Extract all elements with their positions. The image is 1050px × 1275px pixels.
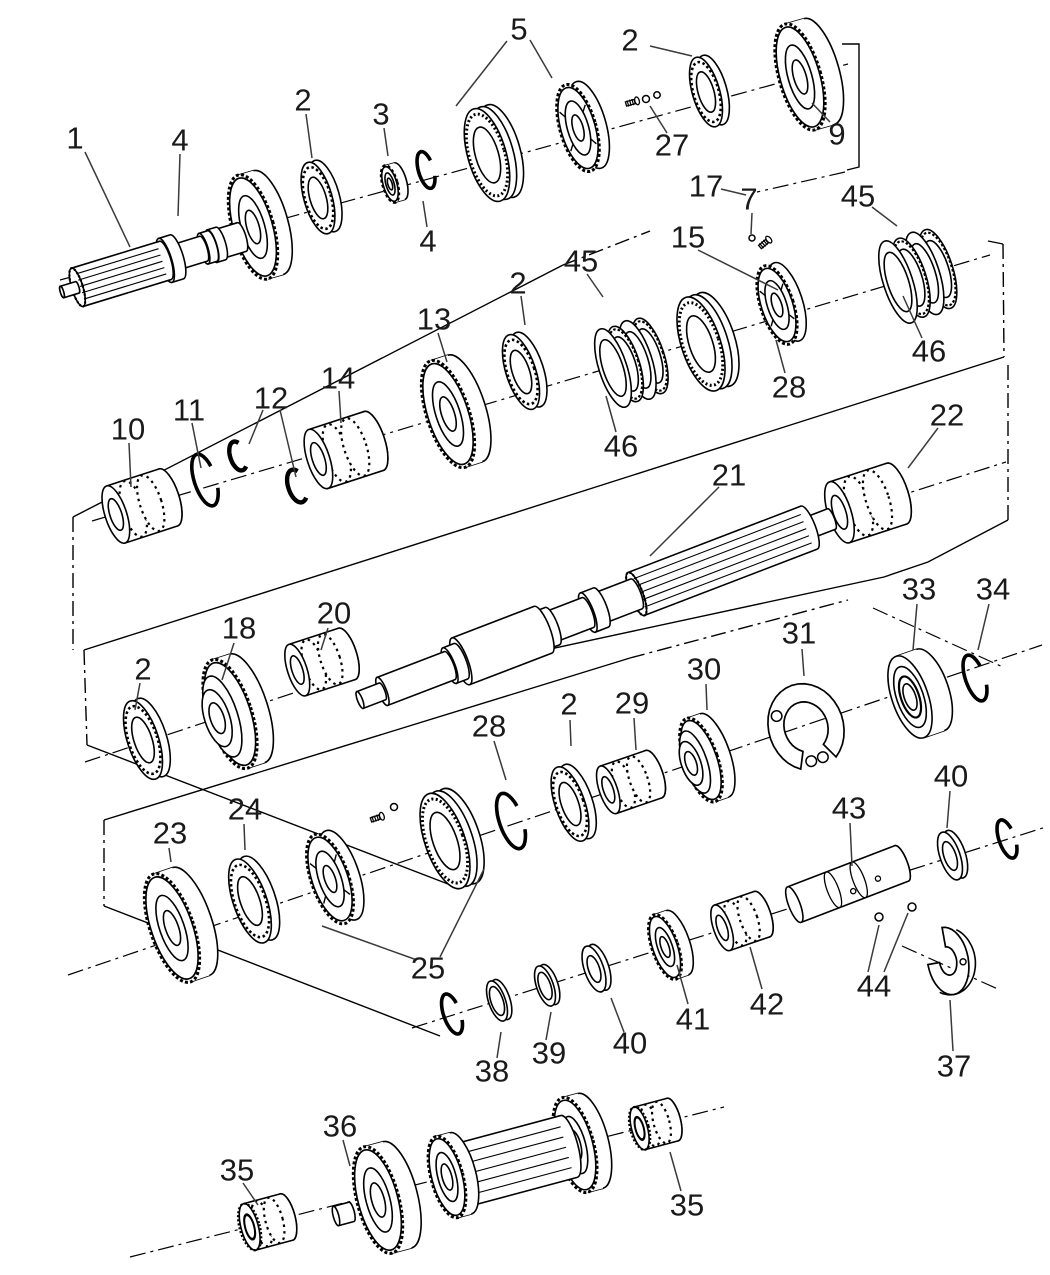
callout-2-2 [294, 83, 312, 159]
callout-number: 45 [563, 243, 599, 279]
callout-28-34 [472, 709, 506, 781]
callout-number: 28 [471, 708, 507, 744]
friction-ring-stack [871, 224, 965, 328]
snap-ring [437, 992, 466, 1037]
needle-bearing [706, 889, 778, 954]
split-ring-half [226, 440, 247, 472]
callout-number: 14 [320, 360, 356, 396]
callout-2-6 [621, 23, 692, 58]
callout-45-14 [564, 244, 603, 298]
synchro-hub [297, 825, 373, 930]
callout-number: 3 [372, 96, 390, 132]
callout-number: 20 [316, 595, 352, 631]
callout-number: 2 [509, 265, 527, 301]
callout-3-3 [372, 97, 389, 157]
callout-31-30 [782, 616, 816, 677]
locating-ball [875, 913, 883, 921]
detent-ball [391, 804, 398, 811]
callout-number: 37 [936, 1048, 972, 1084]
locating-ball [908, 903, 916, 911]
cluster-gear-large [344, 1137, 431, 1259]
blocking-ring [495, 328, 555, 414]
callout-28-13 [772, 340, 806, 405]
detent-pin [757, 235, 773, 250]
callout-5-5 [456, 12, 552, 107]
input-shaft [54, 214, 253, 315]
callout-number: 36 [322, 1108, 358, 1144]
callout-number: 44 [856, 968, 892, 1004]
output-shaft [349, 495, 844, 725]
callout-4-1 [171, 123, 188, 217]
blocking-ring [220, 851, 289, 948]
synchro-hub [749, 258, 815, 349]
callout-number: 46 [603, 428, 639, 464]
callout-number: 41 [675, 1001, 711, 1037]
callout-17-9 [689, 169, 746, 204]
callout-number: 12 [253, 380, 289, 416]
callout-40-38 [934, 759, 968, 829]
third-gear [410, 349, 501, 474]
callout-7-10 [740, 182, 757, 235]
callout-number: 24 [227, 791, 263, 827]
callout-number: 30 [686, 651, 722, 687]
callout-number: 27 [654, 127, 690, 163]
blocking-ring [543, 760, 604, 846]
needle-bearing [280, 625, 365, 698]
callout-number: 31 [781, 615, 817, 651]
bearing-hub [378, 161, 412, 204]
thrust-washer [577, 941, 616, 994]
callout-1-0 [66, 121, 130, 248]
synchro-sleeve [410, 782, 495, 894]
callout-40-44 [611, 998, 647, 1061]
callout-45-11 [841, 179, 897, 227]
callout-number: 11 [172, 392, 206, 428]
friction-ring-stack [587, 313, 676, 412]
callout-number: 35 [219, 1152, 255, 1188]
callout-36-47 [323, 1109, 357, 1167]
callout-number: 43 [831, 790, 867, 826]
callout-number: 13 [416, 301, 452, 337]
callout-number: 5 [510, 11, 528, 47]
callout-number: 40 [612, 1025, 648, 1061]
needle-bearing [298, 408, 394, 492]
callout-number: 21 [711, 457, 747, 493]
blocking-ring [683, 52, 736, 131]
detent-ball [654, 92, 660, 98]
callout-39-45 [532, 1012, 566, 1071]
washer [530, 962, 564, 1009]
snap-ring [186, 451, 222, 509]
callout-number: 38 [474, 1053, 510, 1089]
callout-number: 18 [221, 610, 257, 646]
callout-number: 4 [419, 223, 437, 259]
callout-number: 33 [901, 571, 937, 607]
callout-38-46 [475, 1032, 509, 1089]
tapered-bearing [625, 1096, 686, 1152]
callout-number: 4 [171, 122, 189, 158]
callout-number: 9 [828, 116, 846, 152]
detent-ball [749, 235, 755, 241]
thrust-washer [932, 827, 972, 883]
synchro-sleeve [455, 100, 532, 207]
needle-bearing [96, 466, 187, 547]
snap-ring [491, 790, 531, 852]
callout-43-39 [832, 791, 866, 867]
needle-bearing [592, 748, 671, 817]
callout-29-32 [615, 686, 649, 751]
snap-ring [958, 652, 991, 703]
callout-24-36 [228, 792, 262, 851]
callout-2-33 [560, 687, 577, 747]
callout-23-35 [153, 816, 187, 863]
callout-number: 46 [911, 333, 947, 369]
callout-35-49 [670, 1152, 704, 1223]
bearing-retainer-clip [756, 673, 854, 776]
callout-number: 25 [410, 950, 446, 986]
half-moon-washer [922, 923, 981, 998]
detent-ball [643, 96, 650, 103]
callout-number: 42 [749, 986, 785, 1022]
callout-14-19 [321, 361, 355, 424]
needle-bearing [819, 460, 918, 547]
synchro-sleeve [667, 287, 749, 397]
synchro-hub [548, 77, 617, 176]
blocking-ring [294, 157, 349, 238]
bushing-ring [482, 977, 516, 1024]
reverse-idler-shaft [782, 844, 914, 925]
detent-screw [625, 96, 640, 107]
cluster-gear-stub [331, 1201, 357, 1226]
callout-42-42 [750, 947, 784, 1022]
callout-number: 7 [740, 181, 758, 217]
callout-4-4 [419, 201, 436, 259]
detent-screw [370, 812, 386, 824]
callout-37-41 [937, 1000, 971, 1084]
callout-number: 40 [933, 758, 969, 794]
callout-number: 23 [152, 815, 188, 851]
reverse-idler-gear [642, 907, 700, 984]
callout-number: 29 [614, 685, 650, 721]
parts [54, 13, 1021, 1258]
tapered-bearing [234, 1192, 301, 1253]
snap-ring [413, 150, 437, 191]
callout-30-31 [687, 652, 721, 711]
callout-number: 28 [771, 369, 807, 405]
callout-27-8 [650, 106, 689, 163]
callout-number: 1 [66, 120, 84, 156]
callout-22-23 [908, 398, 964, 469]
callout-number: 22 [929, 397, 965, 433]
callout-number: 39 [531, 1035, 567, 1071]
blocking-ring [116, 694, 179, 784]
callout-number: 2 [621, 22, 639, 58]
callout-33-28 [902, 572, 936, 651]
callout-number: 2 [560, 686, 578, 722]
callout-number: 17 [688, 168, 724, 204]
callout-34-29 [976, 572, 1010, 651]
first-gear [188, 648, 285, 776]
ball-bearing [879, 643, 961, 743]
fifth-reverse-hub-gear [668, 709, 744, 808]
callout-number: 10 [110, 411, 146, 447]
callout-number: 35 [669, 1187, 705, 1223]
callout-13-16 [417, 302, 451, 363]
callout-number: 45 [840, 178, 876, 214]
callout-35-48 [220, 1153, 258, 1206]
callout-2-15 [509, 266, 526, 326]
callout-44-40 [857, 913, 908, 1004]
callout-number: 34 [975, 571, 1011, 607]
callout-number: 15 [670, 219, 706, 255]
callout-number: 2 [294, 82, 312, 118]
callout-number: 2 [134, 651, 152, 687]
